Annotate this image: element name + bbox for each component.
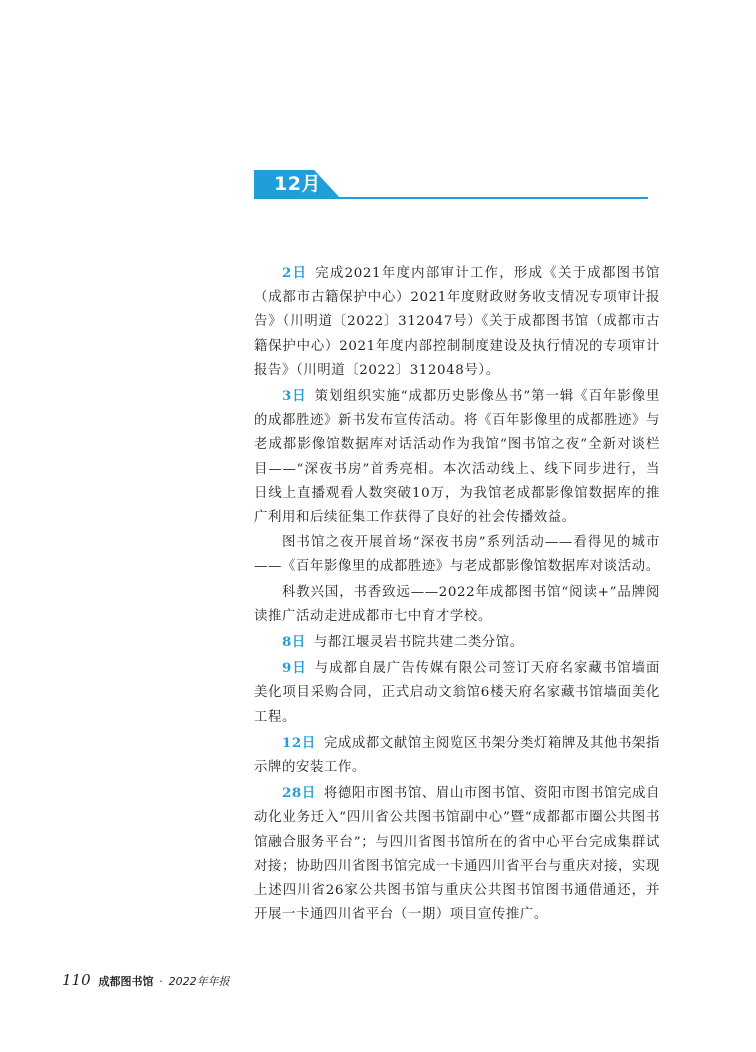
entry-dec-3 — [254, 384, 660, 530]
entry-text: 与都江堰灵岩书院共建二类分馆。 — [313, 635, 524, 651]
chronicle-entries — [254, 261, 660, 927]
entry-date: 8日 — [282, 634, 306, 651]
entry-date: 9日 — [282, 660, 307, 677]
entry-text: 图书馆之夜开展首场“深夜书房”系列活动——看得见的城市——《百年影像里的成都胜迹》与老成都影像馆数据库对谈活动。 — [254, 535, 660, 575]
entry-date: 28日 — [282, 785, 316, 802]
entry-dec-28 — [254, 781, 660, 927]
month-divider — [254, 197, 648, 199]
entry-dec-12 — [254, 731, 660, 780]
entry-text: 完成成都文献馆主阅览区书架分类灯箱牌及其他书架指示牌的安装工作。 — [254, 735, 660, 776]
page-footer — [62, 971, 230, 991]
month-label: 12月 — [274, 173, 321, 195]
entry-text: 将德阳市图书馆、眉山市图书馆、资阳市图书馆完成自动化业务迁入“四川省公共图书馆副中心”暨“成都都市圈公共图书馆融合服务平台”；与四川省图书馆所在的省中心平台完成集群试对接；协助四川省图书馆完成一卡通四川省平台与重庆对接，实现上述四川省26家公共图书馆与重庆公共图书馆图书通借通还，并开展一卡通四川省平台（一期）项目宣传推广。 — [254, 786, 660, 923]
entry-text: 科教兴国，书香致远——2022年成都图书馆“阅读+”品牌阅读推广活动走进成都市七中育才学校。 — [254, 584, 660, 624]
entry-date: 12日 — [282, 734, 316, 751]
entry-dec-3-reading — [254, 581, 660, 629]
page-number: 110 — [62, 971, 91, 989]
entry-dec-8 — [254, 630, 660, 655]
entry-text: 与成都自晟广告传媒有限公司签订天府名家藏书馆墙面美化项目采购合同，正式启动文翁馆6楼天府名家藏书馆墙面美化工程。 — [254, 661, 660, 725]
publication-title: 成都图书馆 — [98, 975, 154, 988]
entry-dec-9 — [254, 656, 660, 730]
entry-text: 策划组织实施“成都历史影像丛书”第一辑《百年影像里的成都胜迹》新书发布宣传活动。将《百年影像里的成都胜迹》与老成都影像馆数据库对话活动作为我馆“图书馆之夜”全新对谈栏目——“深夜书房”首秀亮相。本次活动线上、线下同步进行，当日线上直播观看人数突破10万，为我馆老成都影像馆数据库的推广利用和后续征集工作获得了良好的社会传播效益。 — [254, 389, 660, 526]
entry-dec-3-night — [254, 531, 660, 579]
entry-date: 3日 — [282, 388, 307, 405]
entry-text: 完成2021年度内部审计工作，形成《关于成都图书馆（成都市古籍保护中心）2021年度财政财务收支情况专项审计报告》（川明道〔2022〕312047号）《关于成都图书馆（成都市古籍保护中心）2021年度内部控制制度建设及执行情况的专项审计报告》（川明道〔2022〕312048号）。 — [254, 266, 660, 378]
edition-label: 2022年年报 — [168, 975, 230, 988]
entry-date: 2日 — [282, 265, 308, 281]
footer-separator: · — [159, 975, 163, 988]
month-header — [254, 170, 648, 202]
entry-dec-2 — [254, 261, 660, 383]
